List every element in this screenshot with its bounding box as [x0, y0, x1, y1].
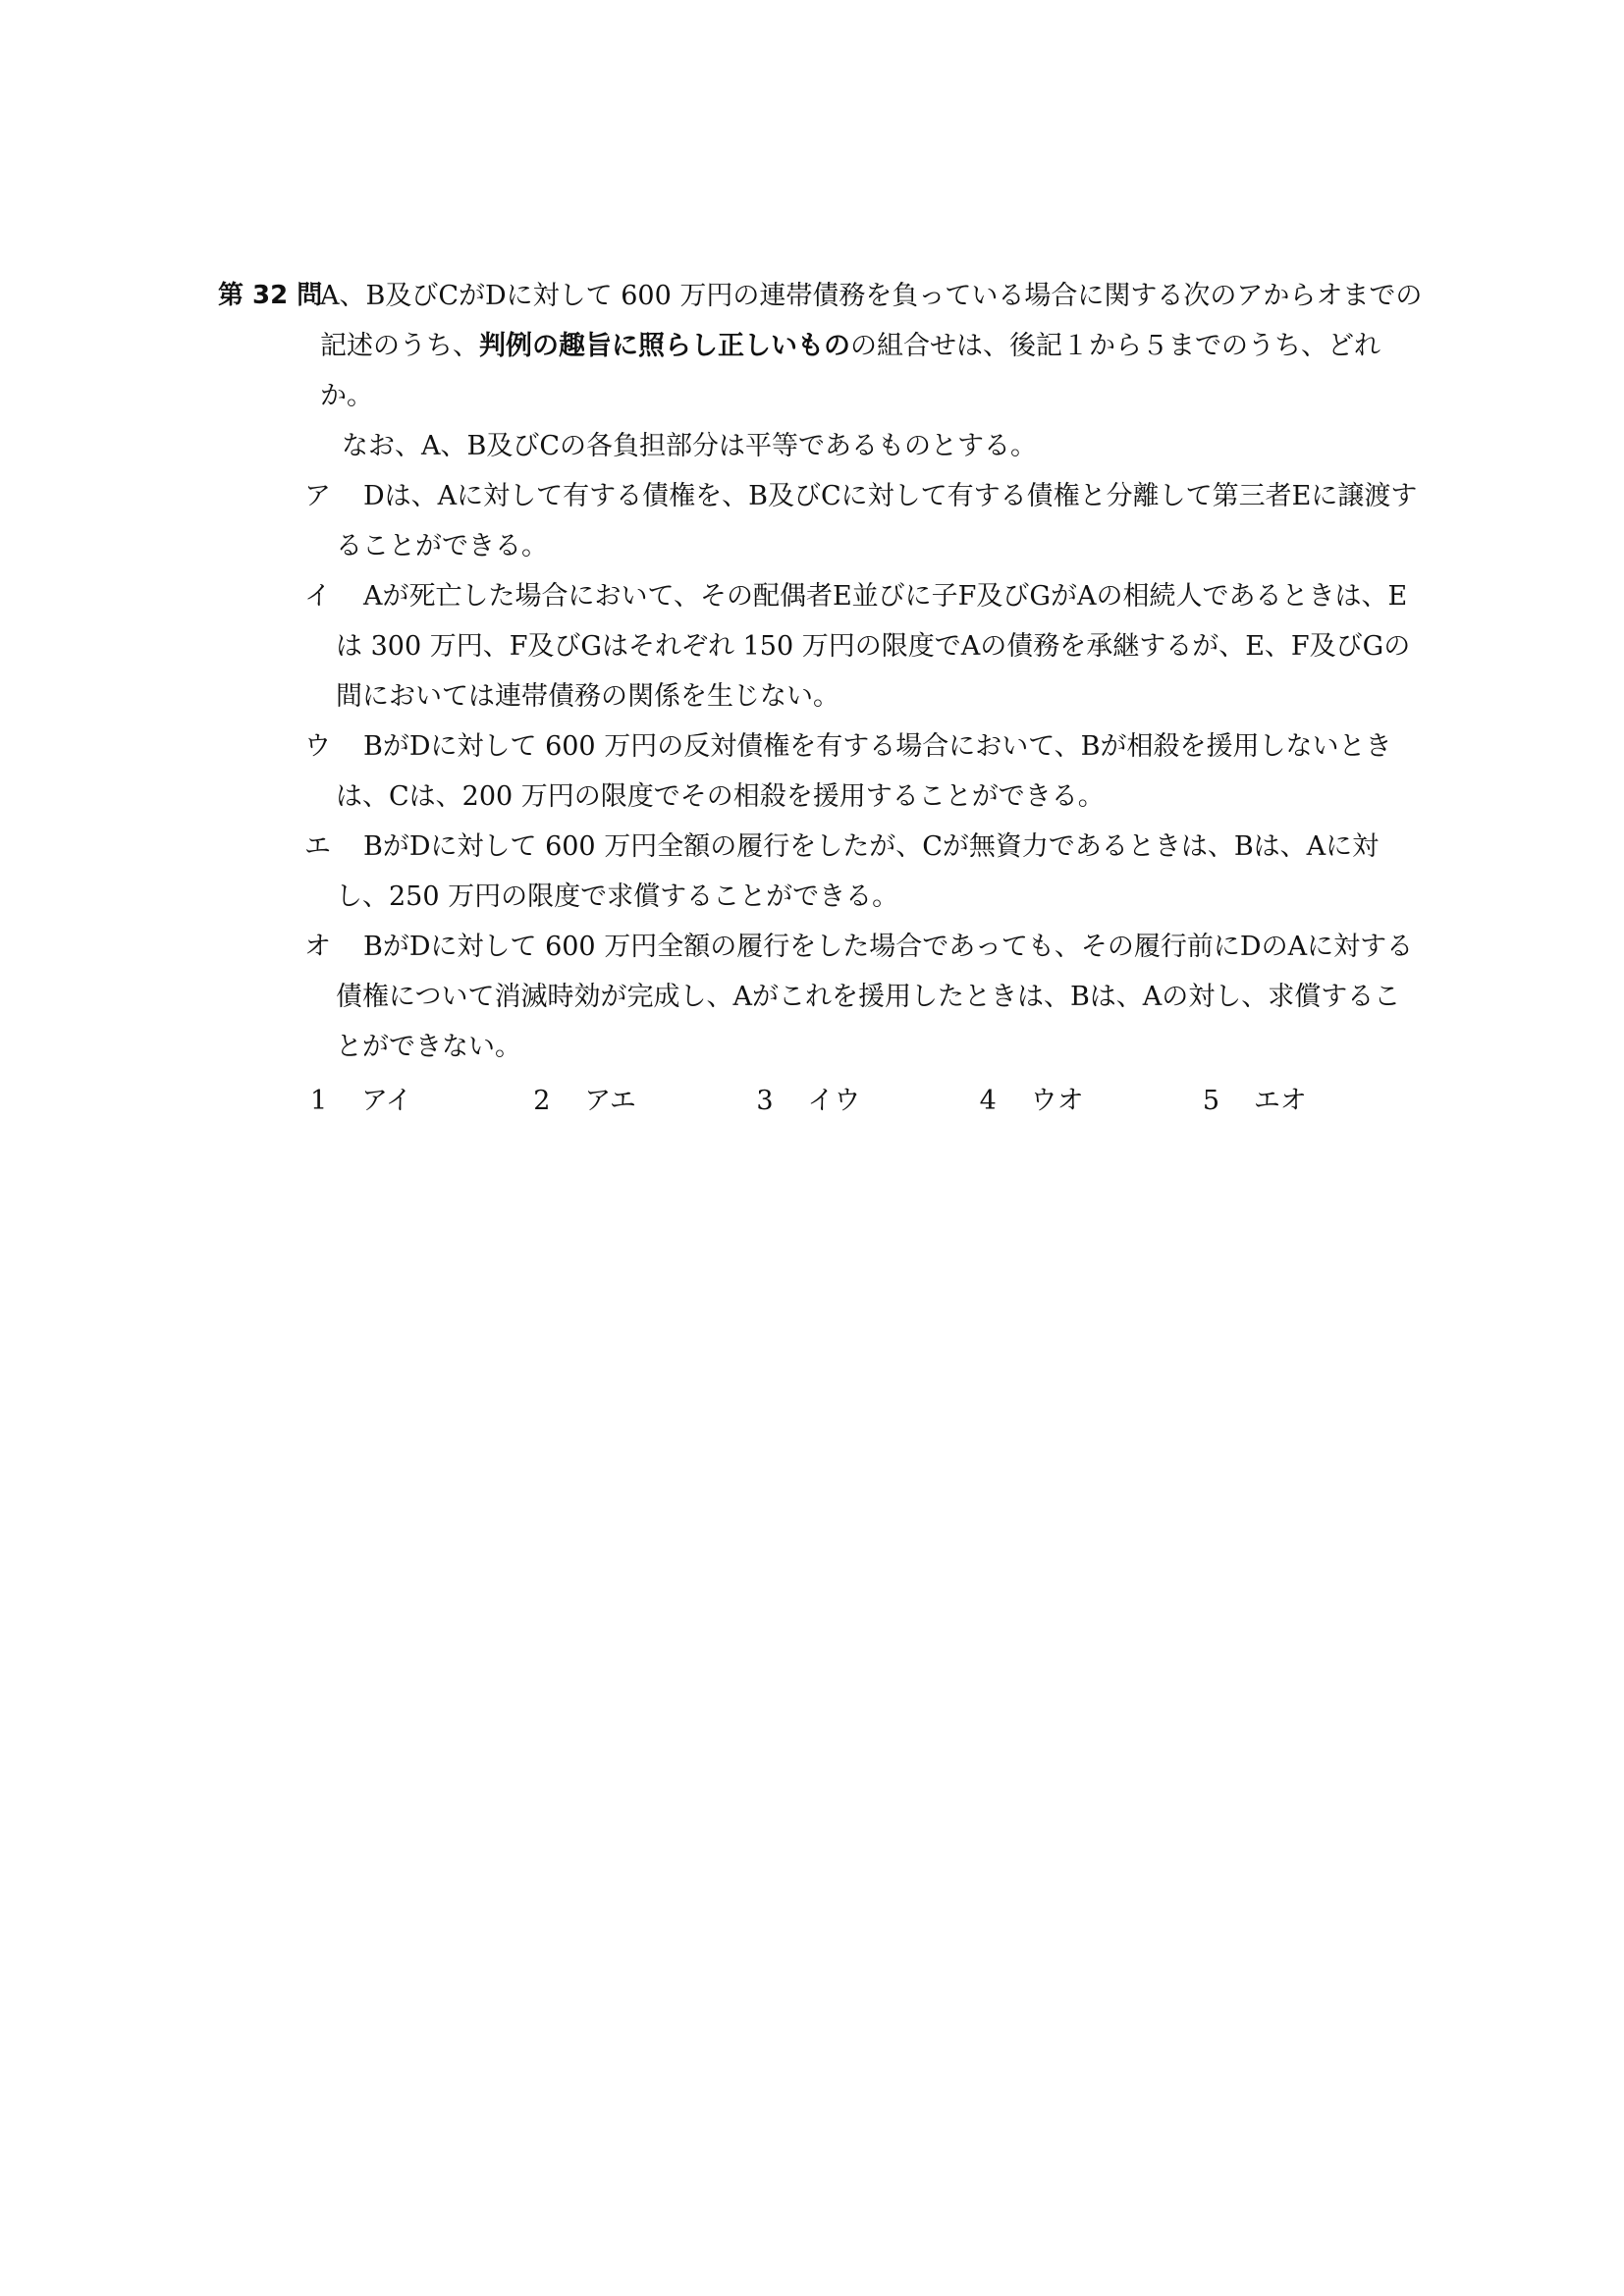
statement-text: Aが死亡した場合において、その配偶者E並びに子F及びGがAの相続人であるときは、Eは 300 万円、F及びGはそれぞれ 150 万円の限度でAの債務を承継するが、E、F及びGの間においては連帯債務の関係を生じない。 [336, 581, 1411, 712]
statement-text: BがDに対して 600 万円の反対債権を有する場合において、Bが相殺を援用しないときは、Cは、200 万円の限度でその相殺を援用することができる。 [336, 731, 1392, 812]
answer-choice [310, 1076, 533, 1126]
statement-label: ウ [304, 731, 331, 762]
question-number: 第 32 問 [218, 281, 323, 310]
answer-choice [756, 1076, 979, 1126]
statement-label: オ [304, 932, 331, 962]
choice-combo: イウ [807, 1086, 861, 1116]
answer-choice [1203, 1076, 1426, 1126]
statement-text: Dは、Aに対して有する債権を、B及びCに対して有する債権と分離して第三者Eに譲渡することができる。 [336, 481, 1418, 561]
choice-combo: アイ [361, 1086, 412, 1116]
answer-choices [218, 1076, 1426, 1126]
statement-item [218, 471, 1426, 571]
question-text-after: の組合せは、後記１から５までのうち、どれか。 [320, 331, 1380, 411]
choice-number: 5 [1202, 1086, 1219, 1116]
choice-combo: アエ [584, 1086, 636, 1116]
statement-item [218, 822, 1426, 922]
statement-item [218, 721, 1426, 822]
statement-label: イ [304, 581, 331, 612]
choice-combo: ウオ [1030, 1086, 1084, 1116]
statement-label: ア [304, 481, 331, 511]
answer-choice [980, 1076, 1203, 1126]
question-note: なお、A、B及びCの各負担部分は平等であるものとする。 [342, 431, 1037, 461]
question-text-emphasis: 判例の趣旨に照らし正しいもの [479, 331, 850, 361]
statement-item [218, 922, 1426, 1072]
choice-number: 3 [756, 1086, 774, 1116]
statement-text: BがDに対して 600 万円全額の履行をしたが、Cが無資力であるときは、Bは、Aに対し、250 万円の限度で求償することができる。 [336, 831, 1380, 912]
choice-number: 4 [979, 1086, 997, 1116]
statement-item [218, 571, 1426, 721]
choice-number: 2 [533, 1086, 551, 1116]
answer-choice [533, 1076, 756, 1126]
question-heading [218, 271, 1426, 421]
question-block [218, 271, 1426, 1126]
question-text-before: A、B及びCがDに対して 600 万円の連帯債務を負っている場合に関する次のアからオまでの記述のうち、 [320, 281, 1423, 361]
question-text [320, 271, 1426, 421]
statement-label: エ [304, 831, 331, 862]
choice-number: 1 [310, 1086, 328, 1116]
statement-text: BがDに対して 600 万円全額の履行をした場合であっても、その履行前にDのAに対する債権について消滅時効が完成し、Aがこれを援用したときは、Bは、Aの対し、求償することができない。 [336, 932, 1414, 1062]
choice-combo: エオ [1253, 1086, 1307, 1116]
